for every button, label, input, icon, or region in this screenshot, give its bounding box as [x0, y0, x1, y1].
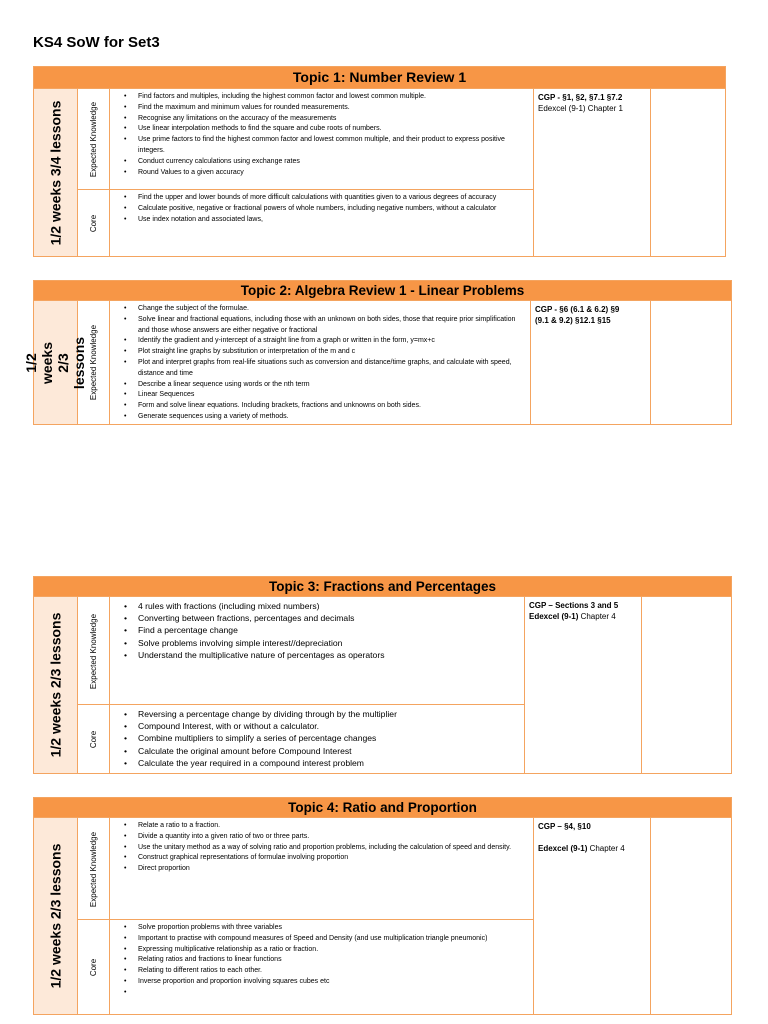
duration-label: 1/2 weeks 2/3 lessons: [47, 843, 64, 989]
duration-label: 1/2 weeks 2/3 lessons: [47, 612, 64, 758]
duration-label: 1/2 weeks 2/3 lessons: [23, 336, 88, 389]
list-item: • Calculate the year required in a compound interest problem: [138, 757, 520, 769]
list-item: • Plot straight line graphs by substitution or interpretation of the m and c: [138, 347, 526, 358]
category-cell: [78, 705, 110, 773]
duration-cell: [34, 818, 78, 1014]
bullet-list: [110, 818, 533, 875]
category-cell: [78, 818, 110, 920]
list-item: • Inverse proportion and proportion involving squares cubes etc: [138, 977, 529, 988]
category-label: Expected Knowledge: [89, 613, 99, 689]
list-item: • Direct proportion: [138, 864, 529, 875]
topic-1-table: [33, 66, 726, 257]
list-item: • Solve linear and fractional equations, including those with an unknown on both sides, those that require prior simplification and those whose answers are either negative or fractional: [138, 315, 526, 337]
cgp-reference: CGP - §6 (6.1 & 6.2) §9: [535, 305, 620, 314]
list-item: • Construct graphical representations of formulae involving proportion: [138, 853, 529, 864]
edexcel-reference: Edexcel (9-1) Chapter 1: [538, 104, 623, 113]
list-item: • Compound Interest, with or without a calculator.: [138, 720, 520, 732]
list-item: • Understand the multiplicative nature of percentages as operators: [138, 649, 520, 661]
category-label: Core: [89, 214, 98, 232]
cgp-reference: CGP – Sections 3 and 5: [529, 601, 619, 610]
category-label: Expected Knowledge: [89, 831, 99, 907]
blank-cell: [642, 597, 731, 773]
blank-cell: [651, 89, 725, 256]
list-item: • Relate a ratio to a fraction.: [138, 821, 529, 832]
list-item: • Plot and interpret graphs from real-life situations such as conversion and distance/time graphs, and calculate with speed, distance and time: [138, 358, 526, 380]
category-label: Core: [89, 730, 98, 748]
content-cell: [110, 301, 531, 424]
list-item: • Generate sequences using a variety of methods.: [138, 412, 526, 423]
duration-cell: [34, 89, 78, 256]
category-label: Expected Knowledge: [89, 101, 99, 178]
list-item: • Recognise any limitations on the accuracy of the measurements: [138, 114, 529, 125]
topic-3-table: [33, 576, 732, 774]
list-item: • Use index notation and associated laws,: [138, 215, 529, 226]
document-title: KS4 SoW for Set3: [33, 34, 160, 51]
blank-cell: [651, 301, 731, 424]
blank-cell: [651, 818, 731, 1014]
list-item: • Find the maximum and minimum values for rounded measurements.: [138, 103, 529, 114]
list-item: • Use linear interpolation methods to find the square and cube roots of numbers.: [138, 124, 529, 135]
duration-label: 1/2 weeks 3/4 lessons: [47, 100, 64, 245]
list-item: • 4 rules with fractions (including mixed numbers): [138, 600, 520, 612]
list-item: • Round Values to a given accuracy: [138, 168, 529, 179]
topic-4-table: [33, 797, 732, 1015]
bullet-list: [110, 89, 533, 178]
bullet-list: [110, 920, 533, 988]
content-cell: [110, 705, 525, 773]
content-cell: [110, 818, 534, 920]
list-item: • Solve proportion problems with three variables: [138, 923, 529, 934]
list-item: • Use the unitary method as a way of solving ratio and proportion problems, including the calculation of speed and density.: [138, 843, 529, 854]
content-cell: [110, 920, 534, 1014]
reference-cell: [534, 89, 651, 256]
topic-title: Topic 2: Algebra Review 1 - Linear Problems: [34, 281, 731, 301]
edexcel-reference: Edexcel (9-1) Chapter 4: [538, 844, 625, 853]
list-item: • Describe a linear sequence using words or the nth term: [138, 380, 526, 391]
duration-cell: [23, 301, 88, 424]
topic-title: Topic 1: Number Review 1: [34, 67, 725, 89]
duration-cell: [34, 597, 78, 773]
category-cell: [78, 597, 110, 705]
category-cell: [78, 301, 110, 424]
reference-cell: [534, 818, 651, 1014]
list-item: • Reversing a percentage change by dividing through by the multiplier: [138, 708, 520, 720]
edexcel-reference: Edexcel (9-1) Chapter 4: [529, 612, 616, 621]
list-item: • Calculate positive, negative or fractional powers of whole numbers, including negative numbers, without a calculator: [138, 204, 529, 215]
bullet-list: [110, 705, 524, 769]
category-label: Expected Knowledge: [89, 324, 99, 401]
list-item: • Expressing multiplicative relationship as a ratio or fraction.: [138, 945, 529, 956]
reference-cell: [531, 301, 651, 424]
content-cell: [110, 597, 525, 705]
topic-2-table: [23, 280, 732, 425]
bullet-list: [110, 301, 530, 423]
category-label: Core: [89, 958, 98, 976]
bullet-list: [110, 597, 524, 661]
topic-title: Topic 3: Fractions and Percentages: [34, 577, 731, 597]
list-item: • Relating to different ratios to each other.: [138, 966, 529, 977]
list-item: • Linear Sequences: [138, 390, 526, 401]
bullet-list: [110, 190, 533, 225]
category-cell: [78, 920, 110, 1014]
category-cell: [78, 89, 110, 190]
list-item: • Important to practise with compound measures of Speed and Density (and use multiplication triangle pneumonic): [138, 934, 529, 945]
list-item: • Combine multipliers to simplify a series of percentage changes: [138, 732, 520, 744]
cgp-reference: CGP – §4, §10: [538, 822, 591, 831]
content-cell: [110, 89, 534, 190]
list-item: • Solve problems involving simple interest//depreciation: [138, 637, 520, 649]
list-item: • Form and solve linear equations. Including brackets, fractions and unknowns on both sides.: [138, 401, 526, 412]
content-cell: [110, 190, 534, 256]
list-item: • Divide a quantity into a given ratio of two or three parts.: [138, 832, 529, 843]
list-item: • Find a percentage change: [138, 624, 520, 636]
category-cell: [78, 190, 110, 256]
reference-cell: [525, 597, 642, 773]
list-item: • Relating ratios and fractions to linear functions: [138, 955, 529, 966]
list-item: • Find factors and multiples, including the highest common factor and lowest common multiple.: [138, 92, 529, 103]
list-item: • Identify the gradient and y-intercept of a straight line from a graph or written in the form, y=mx+c: [138, 336, 526, 347]
list-item: • Conduct currency calculations using exchange rates: [138, 157, 529, 168]
list-item: • Calculate the original amount before Compound Interest: [138, 745, 520, 757]
cgp-reference: CGP - §1, §2, §7.1 §7.2: [538, 93, 623, 102]
list-item: • Converting between fractions, percentages and decimals: [138, 612, 520, 624]
list-item: • Change the subject of the formulae.: [138, 304, 526, 315]
topic-title: Topic 4: Ratio and Proportion: [34, 798, 731, 818]
list-item: • Find the upper and lower bounds of more difficult calculations with quantities given to a various degrees of accuracy: [138, 193, 529, 204]
list-item: • Use prime factors to find the highest common factor and lowest common multiple, and their product to express positive integers.: [138, 135, 529, 157]
cgp-reference-continued: (9.1 & 9.2) §12.1 §15: [535, 316, 611, 325]
